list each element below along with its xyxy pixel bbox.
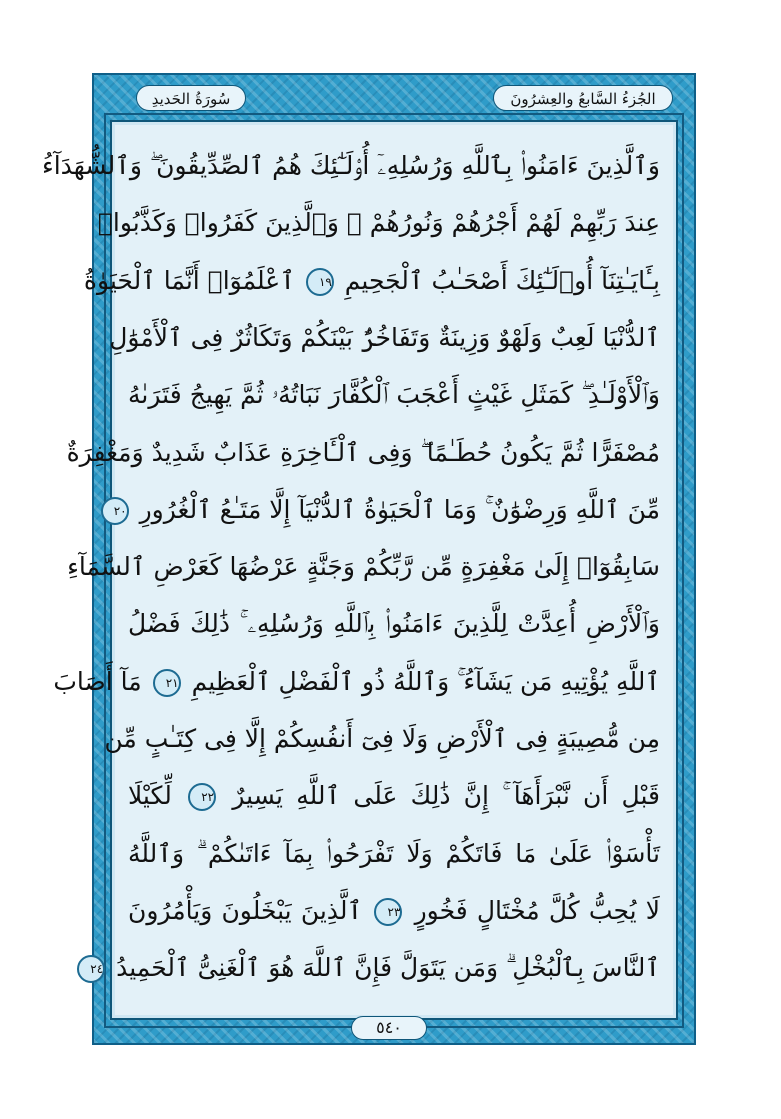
verse-text: وَٱلَّذِينَ ءَامَنُوا۟ بِٱللَّهِ وَرُسُلِهِۦٓ أُو۟لَـٰٓئِكَ هُمُ ٱلصِّدِّيقُونَ ۖ وَٱلشُّهَدَآءُ <box>41 151 660 180</box>
text-line <box>113 484 660 544</box>
verse-text: لَا يُحِبُّ كُلَّ مُخْتَالٍ فَخُورٍ <box>414 895 660 925</box>
page-header <box>104 83 684 113</box>
text-line <box>128 770 660 830</box>
text-line <box>67 541 660 601</box>
text-line <box>128 369 660 429</box>
verse-text: تَأْسَوْا۟ عَلَىٰ مَا فَاتَكُمْ وَلَا تَفْرَحُوا۟ بِمَآ ءَاتَىٰكُمْ ۗ وَٱللَّهُ <box>128 838 660 868</box>
text-line <box>83 255 660 315</box>
ayah-number-marker: ١٩ <box>306 268 334 296</box>
text-line <box>53 656 660 716</box>
verse-text: مُصْفَرًّا ثُمَّ يَكُونُ حُطَـٰمًا ۖ وَفِى ٱلْـَٔاخِرَةِ عَذَابٌ شَدِيدٌ وَمَغْفِرَةٌ <box>66 437 660 467</box>
verse-text: ٱلَّذِينَ يَبْخَلُونَ وَيَأْمُرُونَ <box>128 895 363 925</box>
verse-text: ٱلدُّنْيَا لَعِبٌ وَلَهْوٌ وَزِينَةٌ وَتَفَاخُرٌۢ بَيْنَكُمْ وَتَكَاثُرٌ فِى ٱلْأَمْوَٰلِ <box>109 322 660 352</box>
verse-text: وَٱلْأَوْلَـٰدِ ۖ كَمَثَلِ غَيْثٍ أَعْجَبَ ٱلْكُفَّارَ نَبَاتُهُۥ ثُمَّ يَهِيجُ فَتَرَىٰهُ <box>128 380 660 410</box>
verse-text: وَٱلْأَرْضِ أُعِدَّتْ لِلَّذِينَ ءَامَنُوا۟ بِٱللَّهِ وَرُسُلِهِۦ ۚ ذَٰلِكَ فَضْلُ <box>128 609 660 639</box>
ayah-number-marker: ٢٢ <box>188 783 216 811</box>
verse-text: مَآ أَصَابَ <box>53 666 142 696</box>
verse-text: عِندَ رَبِّهِمْ لَهُمْ أَجْرُهُمْ وَنُورُهُمْ ۖ وَٱلَّذِينَ كَفَرُوا۟ وَكَذَّبُوا۟ <box>97 208 660 238</box>
ayah-number-marker: ٢٤ <box>77 955 105 983</box>
quran-text-block <box>41 140 660 1000</box>
verse-text: سَابِقُوٓا۟ إِلَىٰ مَغْفِرَةٍ مِّن رَّبِّكُمْ وَجَنَّةٍ عَرْضُهَا كَعَرْضِ ٱلسَّمَآءِ <box>67 552 660 582</box>
ayah-number-marker: ٢٣ <box>374 898 402 926</box>
text-line <box>128 828 660 888</box>
text-line <box>128 885 660 945</box>
verse-text: مِن مُّصِيبَةٍ فِى ٱلْأَرْضِ وَلَا فِىٓ أَنفُسِكُمْ إِلَّا فِى كِتَـٰبٍ مِّن <box>104 724 660 753</box>
verse-text: مِّنَ ٱللَّهِ وَرِضْوَٰنٌ ۚ وَمَا ٱلْحَيَوٰةُ ٱلدُّنْيَآ إِلَّا مَتَـٰعُ ٱلْغُرُورِ <box>139 494 660 524</box>
verse-text: ٱللَّهِ يُؤْتِيهِ مَن يَشَآءُ ۚ وَٱللَّهُ ذُو ٱلْفَضْلِ ٱلْعَظِيمِ <box>191 666 660 696</box>
verse-text: قَبْلِ أَن نَّبْرَأَهَآ ۚ إِنَّ ذَٰلِكَ عَلَى ٱللَّهِ يَسِيرٌ <box>232 781 660 811</box>
verse-text: ٱعْلَمُوٓا۟ أَنَّمَا ٱلْحَيَوٰةُ <box>83 265 295 295</box>
surah-label: سُورَةُ الحَديدِ <box>136 85 246 111</box>
verse-text: لِّكَيْلَا <box>128 781 172 811</box>
text-line <box>128 598 660 658</box>
text-line <box>41 140 660 200</box>
verse-text: ٱلنَّاسَ بِٱلْبُخْلِ ۗ وَمَن يَتَوَلَّ فَإِنَّ ٱللَّهَ هُوَ ٱلْغَنِىُّ ٱلْحَمِيدُ <box>116 953 660 983</box>
juz-label: الجُزءُ السَّابعُ والعِشرُونَ <box>493 85 673 111</box>
text-line <box>90 942 660 1002</box>
text-line <box>104 713 660 773</box>
text-line <box>109 312 660 372</box>
page-number: ٥٤٠ <box>351 1016 427 1040</box>
text-line <box>97 197 660 257</box>
text-line <box>66 427 660 487</box>
verse-text: بِـَٔايَـٰتِنَآ أُو۟لَـٰٓئِكَ أَصْحَـٰبُ ٱلْجَحِيمِ <box>344 265 660 295</box>
ayah-number-marker: ٢٠ <box>101 497 129 525</box>
ayah-number-marker: ٢١ <box>153 669 181 697</box>
